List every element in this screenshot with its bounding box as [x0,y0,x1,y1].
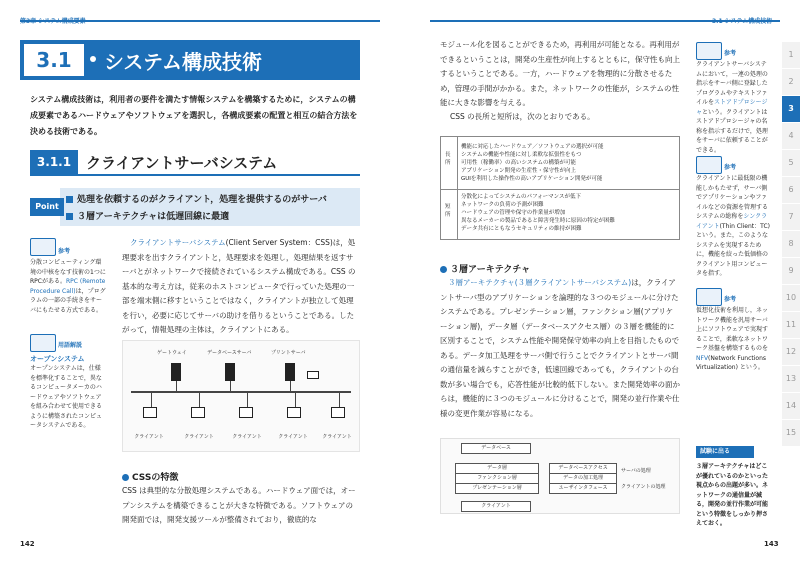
chapter-tab-14[interactable]: 14 [782,393,800,419]
chapter-tab-10[interactable]: 10 [782,285,800,311]
chapter-tab-13[interactable]: 13 [782,366,800,392]
pros-cons-table [440,136,680,240]
sidebar-ref2-label: 参考 [724,164,737,171]
con-item: ネットワークの負荷の予測が困難 [461,202,544,208]
cons-label: 短所 [445,204,451,218]
table-divider [441,189,679,190]
client-pc-icon [191,407,205,418]
print-server-icon [285,363,295,381]
client-pc-icon [239,407,253,418]
sidebar-ref-label: 参考 [58,248,71,255]
page-number-right: 143 [764,540,779,548]
chapter-tab-3[interactable]: 3 [782,96,800,122]
connector-line [290,381,291,391]
term-rpc: RPC (Remote Procedure Call) [30,278,106,295]
connector-line [295,391,296,407]
glossary-icon [30,334,56,352]
term-three-tier: ３層アーキテクチャ [448,278,515,287]
chapter-tab-1[interactable]: 1 [782,42,800,68]
subsection-number: 3.1.1 [30,150,78,174]
reference-icon [696,42,722,60]
section-intro: システム構成技術は，利用者の要件を満たす情報システムを構築するために，システムの構成要素であるハードウェアやソフトウェアを選択し，各構成要素の配置と相互の結合方法を決める技術である。 [30,95,358,136]
sidebar-ref1-label: 参考 [724,50,737,57]
square-bullet-icon [66,213,73,220]
server-processing-label: サーバの処理 [621,468,651,474]
term-nfv: NFV [696,354,709,362]
connector-line [230,381,231,391]
section-title: システム構成技術 [104,50,262,74]
chapter-tab-5[interactable]: 5 [782,150,800,176]
database-box: データベース [461,443,531,454]
circle-bullet-icon [440,266,447,273]
chapter-tab-8[interactable]: 8 [782,231,800,257]
point-item: ３層アーキテクチャは低遅回線に最適 [66,209,358,222]
connector-line [199,391,200,407]
client-label: クライアント [278,434,308,440]
client-label: クライアント [184,434,214,440]
function-layer-box: ファンクション層 [455,473,539,484]
connector-line [151,391,152,407]
exam-badge: 試験に出る [696,446,754,458]
css-features-text: CSS は典型的な分散処理システムである。ハードウェア面では，オープンシステムを構築できることが大きな特徴である。ソフトウェアの開発面では，開発支援ツールが整備されており，徹底的な [122,486,356,524]
database-server-icon [225,363,235,381]
sidebar-term-label: 用語解説 [58,342,83,349]
chapter-tab-15[interactable]: 15 [782,420,800,446]
network-bus-line [131,391,351,393]
chapter-tab-9[interactable]: 9 [782,258,800,284]
con-item: 分散化によってシステムのパフォーマンスが低下 [461,194,582,200]
print-server-label: プリントサーバ [271,350,306,356]
css-body-paragraph: クライアントサーバシステム(Client Server System：CSS)は，処理要求を出すクライアントと，処理要求を処理し，処理結果を返すサーバとがネットワークで接続されているシステム構成である。CSS の基本的な考え方は，従来のホストコンピュータで行っていた処理の一部を端末側に移すということではなく，クライアントが独立して処理を行い，必要に応じてサーバの助けを借りるということである。したがって，情報処理の主体は，クライアントにある。 [122,238,356,334]
con-item: ハードウェアの管理や保守の作業量が増加 [461,210,566,216]
client-pc-icon [331,407,345,418]
page-number-left: 142 [20,540,35,548]
data-processing-box: データの加工処理 [549,473,617,484]
subsection-title: クライアントサーバシステム [86,154,278,172]
square-bullet-icon [66,196,73,203]
reference-icon [30,238,56,256]
three-tier-heading: ３層アーキテクチャ [440,262,530,275]
point-item: 処理を依頼するのがクライアント，処理を提供するのがサーバ [66,192,358,205]
sidebar-term-text: オープンシステムは，仕様を標準化することで，異なるコンピュータメーカのハードウェアやソフトウェアを組み合わせて使用できるように構築されたコンピュータシステムである。 [30,365,103,429]
right-top-paragraph: モジュール化を図ることができるため，再利用が可能となる。再利用ができるということは，開発の生産性が向上するとともに，保守性も向上するということである。一方，ハードウェアを物理的に分散させるため，管理の手間がかかる。また，ネットワークの性能が，システムの性能に大きな影響を与える。 [440,40,680,107]
pro-item: システムの機能や性能に対し柔軟な拡張性をもつ [461,152,582,158]
title-bullet [90,56,96,62]
client-pc-icon [143,407,157,418]
css-network-diagram [122,340,360,452]
sidebar-ref3-label: 参考 [724,296,737,303]
user-interface-box: ユーザインタフェース [549,483,617,494]
client-label: クライアント [232,434,262,440]
chapter-tabs [782,42,800,462]
chapter-tab-7[interactable]: 7 [782,204,800,230]
gateway-label: ゲートウェイ [157,350,187,356]
con-item: 異なるメーカーの製品であると障害発生時に原因の特定が困難 [461,218,615,224]
point-list [66,192,358,222]
printer-icon [307,371,319,379]
connector-line [247,391,248,407]
data-layer-box: データ層 [455,463,539,474]
circle-bullet-icon [122,474,129,481]
pro-item: 可用性（稼働率）の高いシステムの構築が可能 [461,160,576,166]
section-number: 3.1 [24,44,84,76]
exam-tip-text: ３層アーキテクチャはどこが優れているのかといった視点からの出題が多い。ネットワークの通信量が減る，開発の並行作業が可能という特徴をしっかり押さえておく。 [696,463,769,527]
pros-cons-intro: CSS の長所と短所は，次のとおりである。 [450,112,595,121]
reference-icon [696,288,722,306]
pro-item: GUIを利用した操作性の高いアプリケーション開発が可能 [461,176,603,182]
chapter-tab-4[interactable]: 4 [782,123,800,149]
con-item: データ共有にともなうセキュリティの維持が困難 [461,226,582,232]
sidebar-ref2-text: クライアントに最低限の機能しかもたせず，サーバ側でアプリケーションやファイルなどの資源を管理するシステムの総称をシンクライアント(Thin Client：TC)という。また，このようなシステムを実現するために，機能を絞った低価格のクライアント用コンピュータを指す。 [696,175,770,277]
term-css: クライアントサーバシステム [130,238,226,247]
term-thin-client: シンクライアント [696,213,768,230]
client-label: クライアント [322,434,352,440]
chapter-tab-12[interactable]: 12 [782,339,800,365]
header-rule-left [20,20,380,22]
header-rule-right [430,20,780,22]
table-divider [457,137,458,239]
sidebar-ref-text: 分散コンピューティング環境の中核をなす技術の1つにRPCがある。RPC (Remote Procedure Call)は，プログラムの一部の手続きをサーバにもたせる方式である。 [30,259,106,314]
pro-item: アプリケーション開発の生産性・保守性が向上 [461,168,576,174]
client-processing-label: クライアントの処理 [621,484,666,490]
three-tier-diagram [440,438,680,514]
css-features-heading: CSSの特徴 [122,470,178,483]
client-pc-icon [287,407,301,418]
pros-list [461,143,675,183]
term-stored-procedure: ストアドプロシージャ [696,99,768,116]
presentation-layer-box: プレゼンテーション層 [455,483,539,494]
sidebar-term-title: オープンシステム [30,355,85,363]
pro-item: 機能に対応したハードウェア／ソフトウェアの選択が可能 [461,144,604,150]
db-access-box: データベースアクセス [549,463,617,474]
cons-list [461,193,675,233]
pros-label: 長所 [445,152,451,166]
chapter-tab-11[interactable]: 11 [782,312,800,338]
three-tier-paragraph: ３層アーキテクチャ(３層クライアントサーバシステム)は，クライアントサーバ型のアプリケーションを論理的な３つのモジュールに分けたシステムである。プレゼンテーション層，ファンクション層(アプリケーション層)，データ層（データベースアクセス層）の３層を機能的に区別することで，システム性能や開発保守効率の向上を目指したものである。データ加工処理をサーバ側で行うことでクライアントとサーバ間の通信量を減らすことができ，低速回線であっても，クライアントの台数が多い場合でも，応答性能が比較的低下しない。また開発効率の面からは，機能的に３つのモジュールに分けることで，開発の並行作業や仕様の変更作業が容易になる。 [440,278,680,418]
connector-line [176,381,177,391]
chapter-tab-6[interactable]: 6 [782,177,800,203]
reference-icon [696,156,722,174]
client-label: クライアント [134,434,164,440]
db-server-label: データベースサーバ [207,350,252,356]
connector-line [339,391,340,407]
gateway-server-icon [171,363,181,381]
point-label: Point [30,198,64,216]
chapter-tab-2[interactable]: 2 [782,69,800,95]
sidebar-ref3-text: 仮想化技術を利用し，ネットワーク機能を汎用サーバ上にソフトウェアで実現することで，柔軟なネットワーク基盤を構築するものをNFV(Network Functions Virtualization) という。 [696,307,769,371]
client-box: クライアント [461,501,531,512]
sidebar-ref1-text: クライアントサーバシステムにおいて，一連の処理の指示をサーバ側に登録したプログラムやテキストファイルをストアドプロシージャという。クライアントはストアドプロシージャの名称を指示するだけで，処理をサーバに依頼することができる。 [696,61,768,154]
